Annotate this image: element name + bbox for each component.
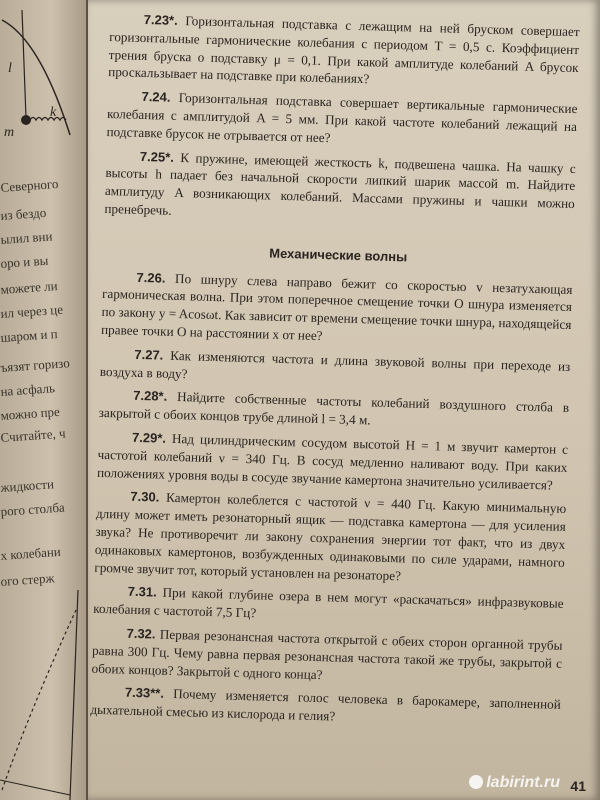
problem-text: Горизонтальная подставка совершает вертикальные гармонические колебания с амплитудой A = 5 мм. При какой частоте колебаний лежащий на подставке брусок не отрывается от нее? <box>106 90 578 145</box>
left-page-fragment: ил через це <box>0 301 64 321</box>
problem-text: К пружине, имеющей жесткость k, подвешена чашка. На чашку с высоты h падает без начальной скорости липкий шарик массой m. Найдите амплитуду A возникающих колебаний. Массами пружины и чашки можно пренебречь. <box>104 149 576 218</box>
problem-number: 7.24. <box>141 89 171 105</box>
left-page-fragment: на асфаль <box>0 380 56 399</box>
book-page <box>88 0 600 800</box>
section-title: Механические волны <box>269 245 408 265</box>
problem-number: 7.27. <box>134 346 164 363</box>
problem-number: 7.26. <box>136 269 166 286</box>
problem-text: По шнуру слева направо бежит со скоростью v незатухающая гармоническая волна. При этом поперечное смещение точки O шнура изменяется по закону y = Acosωt. Как зависит от времени смещение точки шнура, находящейся правее точки O на расстоянии x от нее? <box>100 270 573 344</box>
problem-text: Как изменяются частота и длина звуковой волны при переходе из воздуха в воду? <box>99 347 571 381</box>
left-page-fragment: оро и вы <box>0 252 49 271</box>
problem-number: 7.23*. <box>143 11 178 28</box>
left-page-fragment: можете ли <box>0 278 59 297</box>
problem-number: 7.25*. <box>139 148 175 165</box>
problem-number: 7.28*. <box>133 388 168 405</box>
problem-item <box>94 487 566 589</box>
problem-number: 7.29*. <box>131 429 167 446</box>
left-page-fragment: рого столба <box>0 499 66 519</box>
watermark <box>469 774 560 792</box>
left-page-fragment: шаром и п <box>0 326 59 345</box>
page-content <box>90 10 580 738</box>
left-page-fragment: можно пре <box>0 403 61 423</box>
left-page-fragment: ого стерж <box>0 570 55 589</box>
problem-text: Первая резонансная частота открытой с обеих сторон органной трубы равна 300 Гц. Чему равна первая резонансная частота такой же трубы, закрытой с обоих концов? Закрытой с одного конца? <box>91 626 563 682</box>
problem-number: 7.33**. <box>124 684 165 702</box>
watermark-icon <box>469 775 483 789</box>
problem-item <box>106 87 577 153</box>
problem-text: Над цилиндрическим сосудом высотой H = 1 м звучит камертон с частотой колебаний ν = 340 Гц. В сосуд медленно наливают воду. При каких положениях уровня воды в сосуде звучание камертона значительно усиливается? <box>96 430 569 493</box>
left-page-fragment: ъязят горизо <box>0 355 71 375</box>
left-page <box>0 0 86 800</box>
problem-item <box>91 624 562 690</box>
problem-text: Почему изменяется голос человека в барокамере, заполненной дыхательной смесью из кислорода и гелия? <box>90 686 562 724</box>
problem-item <box>108 10 580 94</box>
graph-figure <box>0 590 86 800</box>
watermark-text: labirint.ru <box>486 774 560 791</box>
problem-item <box>100 345 571 394</box>
problem-item <box>104 147 576 231</box>
problem-number: 7.32. <box>126 625 156 642</box>
pendulum-figure <box>0 0 86 150</box>
problem-text: Камертон колеблется с частотой ν = 440 Гц. Какую минимальную длину может иметь резонаторный ящик — подставка камертона — для усиления звука? Не противоречит ли закону сохранения энергии тот факт, что из двух одинаковых камертонов, возбужденных одинаковыми по силе ударами, намного громче звучит тот, который установлен на резонаторе? <box>94 490 567 583</box>
label-k: k <box>50 105 57 120</box>
left-page-fragment: жидкости <box>0 476 55 495</box>
problem-item <box>93 582 564 631</box>
left-page-fragment: Считайте, ч <box>0 425 66 445</box>
problem-item <box>97 428 568 494</box>
problem-number: 7.31. <box>127 584 157 600</box>
page-number: 41 <box>570 778 586 794</box>
problem-number: 7.30. <box>130 489 160 505</box>
problem-item <box>101 267 573 351</box>
problem-text: При какой глубине озера в нем могут «раскачаться» инфразвуковые колебания с частотой 7,5 Гц? <box>93 585 564 621</box>
left-page-fragment: Северного <box>0 175 59 195</box>
problem-text: Горизонтальная подставка с лежащим на ней бруском совершает горизонтальные гармонические колебания с периодом T = 0,5 с. Коэффициент трения бруска о подставку μ = 0,1. При какой амплитуде колебаний A брусок проскальзывает на подставке при колебаниях? <box>108 13 580 87</box>
label-m: m <box>4 125 15 140</box>
problem-text: Найдите собственные частоты колебаний воздушного столба в закрытой с обоих концов трубе длиной l = 3,4 м. <box>98 389 570 428</box>
left-page-fragment: из бездо <box>0 204 47 223</box>
left-page-fragment: ылил вни <box>0 228 53 247</box>
label-l: l <box>8 61 12 76</box>
problem-item <box>98 386 569 435</box>
left-page-fragment: х колебани <box>0 543 62 563</box>
problem-item <box>90 683 561 732</box>
